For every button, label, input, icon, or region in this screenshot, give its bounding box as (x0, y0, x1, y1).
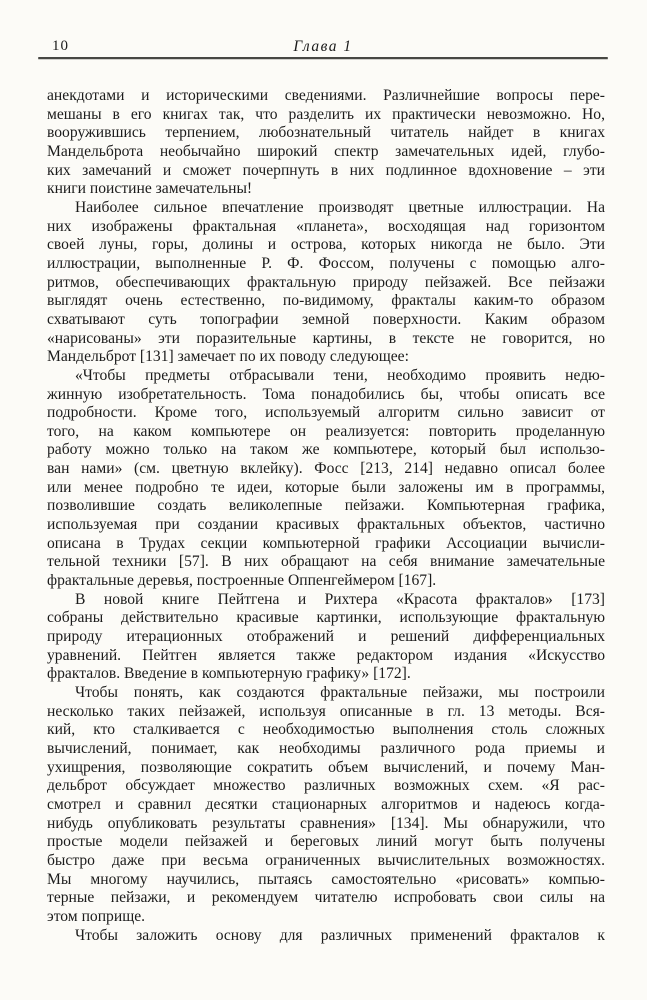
text-line: ких замечаний и сможет почерпнуть в них подлинное вдохновение – эти (47, 161, 605, 179)
text-line: мешаны в его книгах так, что разделить их практически невозможно. Но, (47, 105, 605, 123)
text-line: вычислений, понимает, как необходимы различного рода приемы и (47, 739, 605, 757)
text-line: того, на каком компьютере он реализуется: повторить проделанную (47, 422, 605, 440)
text-line: ритмов, обеспечивающих фрактальную природу пейзажей. Все пейзажи (47, 273, 605, 291)
paragraph (47, 927, 605, 946)
text-line: Мандельброт [131] замечает по их поводу следующее: (47, 348, 409, 366)
body-text (47, 87, 605, 945)
paragraph (47, 684, 605, 927)
text-line: фрактальные деревья, построенные Оппенгеймером [167]. (47, 572, 437, 590)
text-line: тельной техники [57]. В них обращают на себя внимание замечательные (47, 553, 605, 571)
text-line: выглядят очень естественно, по-видимому, фракталы каким-то образом (47, 292, 605, 310)
text-line: схватывают суть топографии земной поверхности. Каким образом (47, 310, 605, 328)
text-line: анекдотами и историческими сведениями. Различнейшие вопросы пере- (47, 87, 605, 104)
text-line: терные пейзажи, и рекомендуем читателю испробовать свои силы на (47, 889, 605, 907)
text-line: В новой книге Пейтгена и Рихтера «Красота фракталов» [173] (75, 590, 605, 608)
header-rule (38, 57, 608, 59)
text-line: кий, кто сталкивается с необходимостью выполнения столь сложных (47, 721, 605, 739)
text-line: иллюстрации, выполненные Р. Ф. Фоссом, получены с помощью алго- (47, 254, 605, 272)
text-line: этом поприще. (47, 907, 146, 925)
text-line: дельброт обсуждает множество различных возможных схем. «Я рас- (47, 777, 605, 795)
running-head: Глава 1 (293, 38, 353, 55)
text-line: Чтобы заложить основу для различных применений фракталов к (75, 926, 605, 944)
text-line: позволившие создать великолепные пейзажи. Компьютерная графика, (47, 497, 605, 515)
text-line: «Чтобы предметы отбрасывали тени, необходимо проявить недю- (75, 366, 605, 384)
text-line: жинную изобретательность. Тома понадобились бы, чтобы описать все (47, 385, 605, 403)
text-line: своей луны, горы, долины и острова, которых никогда не было. Эти (47, 236, 605, 254)
text-line: книги поистине замечательны! (47, 180, 253, 198)
text-line: собраны действительно красивые картинки, использующие фрактальную (47, 609, 605, 627)
text-line: природу итерационных отображений и решений дифференциальных (47, 628, 605, 646)
text-line: Чтобы понять, как создаются фрактальные пейзажи, мы построили (75, 684, 605, 701)
text-line: ван нами» (см. цветную вклейку). Фосс [213, 214] недавно описал более (47, 460, 605, 478)
text-line: «нарисованы» эти поразительные картины, в тексте не говорится, но (47, 329, 605, 347)
text-line: быстро даже при весьма ограниченных вычислительных возможностях. (47, 851, 605, 869)
text-line: работу можно только на таком же компьютере, который был использо- (47, 441, 605, 459)
text-line: смотрел и сравнил десятки стационарных алгоритмов и надеюсь когда- (47, 795, 605, 813)
text-line: фракталов. Введение в компьютерную графику» [172]. (47, 665, 411, 683)
text-line: описана в Трудах секции компьютерной графики Ассоциации вычисли- (47, 534, 605, 552)
paragraph (47, 199, 605, 367)
paragraph (47, 87, 605, 199)
text-line: уравнений. Пейтген является также редактором издания «Искусство (47, 646, 605, 664)
text-line: Наиболее сильное впечатление производят цветные иллюстрации. На (75, 198, 605, 216)
text-line: простые модели пейзажей и береговых линий могут быть получены (47, 833, 605, 851)
text-line: несколько таких пейзажей, используя описанные в гл. 13 методы. Вся- (47, 702, 605, 720)
text-line: нибудь опубликовать результаты сравнения» [134]. Мы обнаружили, что (47, 814, 605, 832)
text-line: подробности. Кроме того, используемый алгоритм сильно зависит от (47, 404, 605, 422)
text-line: Мы многому научились, пытаясь самостоятельно «рисовать» компью- (47, 870, 605, 888)
text-line: используемая при создании красивых фрактальных объектов, частично (47, 516, 605, 534)
text-line: вооружившись терпением, любознательный читатель найдет в книгах (47, 124, 605, 142)
paragraph (47, 367, 605, 591)
text-line: Мандельброта необычайно широкий спектр замечательных идей, глубо- (47, 142, 605, 160)
paragraph (47, 591, 605, 684)
text-line: них изображены фрактальная «планета», восходящая над горизонтом (47, 217, 605, 235)
text-line: или менее подробно те идеи, которые были заложены им в программы, (47, 478, 605, 496)
page-header (38, 38, 608, 55)
text-line: ухищрения, позволяющие сократить объем вычислений, и почему Ман- (47, 758, 605, 776)
page-number: 10 (52, 38, 69, 54)
